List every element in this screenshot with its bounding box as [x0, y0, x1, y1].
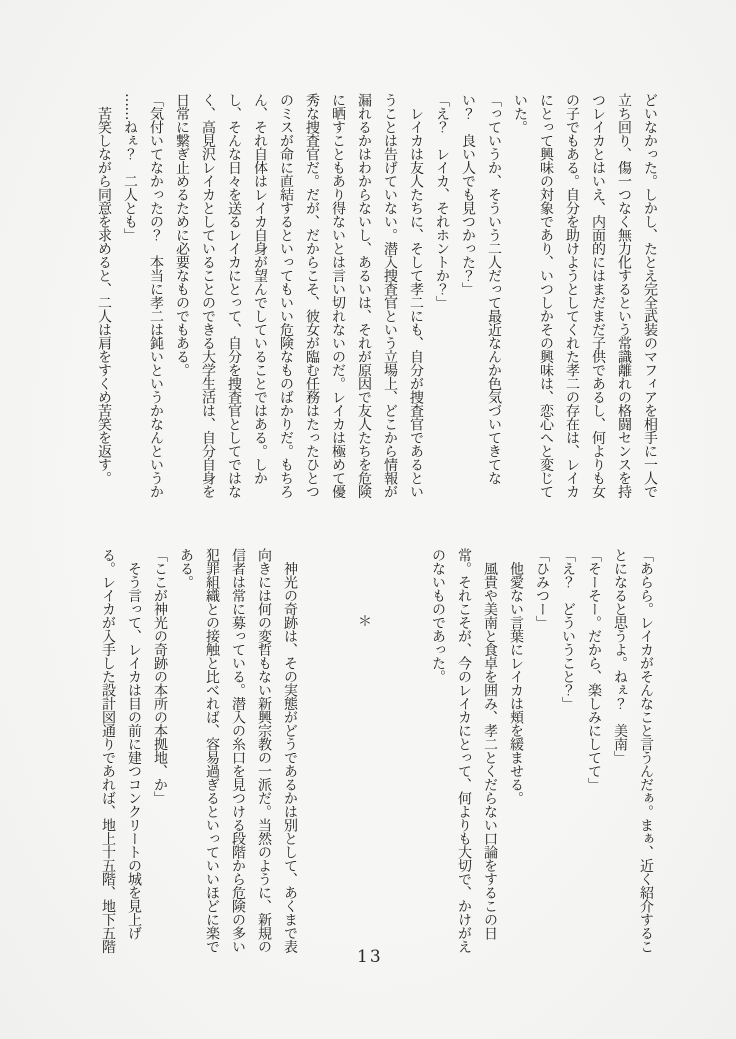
text-line: 常。それこそが、今のレイカにとって、何よりも大切で、かけがえ: [456, 548, 472, 953]
text-line: とになると思うよ。ねぇ？ 美南」: [612, 548, 628, 764]
text-line: ある。: [178, 548, 194, 589]
text-line: つレイカとはいえ、内面的にはまだまだ子供であるし、何よりも女: [590, 93, 606, 498]
text-block-top: [91, 93, 663, 511]
text-line: 神光の奇跡は、その実態がどうであるかは別として、あくまで表: [282, 548, 298, 953]
text-line: レイカは友人たちに、そして孝二にも、自分が捜査官であるとい: [408, 93, 424, 498]
text-line: 「え？ どういうこと？」: [560, 548, 576, 710]
text-line: に晒すこともあり得ないとは言い切れないのだ。レイカは極めて優: [330, 93, 346, 498]
text-line: 信者は常に募っている。潜入の糸口を見つける段階から危険の多い: [230, 548, 246, 953]
text-line: そう言って、レイカは目の前に建つコンクリートの城を見上げ: [126, 548, 142, 940]
text-line: い？ 良い人でも見つかった？」: [460, 93, 476, 296]
text-line: 立ち回り、傷一つなく無力化するという常識離れの格闘センスを持: [616, 93, 632, 498]
section-divider: ＊: [356, 614, 372, 628]
text-line: 「ここが神光の奇跡の本所の本拠地、か」: [152, 548, 168, 805]
text-line: 秀な捜査官だ。だが、だからこそ、彼女が臨む任務はたったひとつ: [304, 93, 320, 498]
text-line: 向きには何の変哲もない新興宗教の一派だ。当然のように、新規の: [256, 548, 272, 953]
text-line: し、そんな日々を送るレイカにとって、自分を捜査官としてではな: [226, 93, 242, 498]
text-line: どいなかった。しかし、たとえ完全武装のマフィアを相手に一人で: [642, 93, 658, 498]
text-line: の子でもある。自分を助けようとしてくれた孝二の存在は、レイカ: [564, 93, 580, 498]
text-line: のないものであった。: [430, 548, 446, 683]
text-line: ……ねぇ？ 二人とも」: [122, 93, 138, 242]
text-line: 「っていうか、そういう二人だって最近なんか色気づいてきてな: [486, 93, 502, 485]
text-line: ん、それ自体はレイカ自身が望んでしていることではある。しか: [252, 93, 268, 485]
text-line: のミスが命に直結するといってもいい危険なものばかりだ。もちろ: [278, 93, 294, 498]
page-number: 13: [357, 947, 383, 967]
text-line: 苦笑しながら同意を求めると、二人は肩をすくめ苦笑を返す。: [96, 93, 112, 485]
text-line: 「そーそー。だから、楽しみにしてて」: [586, 548, 602, 791]
text-line: 「え？ レイカ、それホントか？」: [434, 93, 450, 309]
text-line: 「気付いてなかったの？ 本当に孝二は鈍いというかなんというか: [148, 93, 164, 498]
text-line: 他愛ない言葉にレイカは頬を緩ませる。: [508, 548, 524, 805]
text-line: く、高見沢レイカとしていることのできる大学生活は、自分自身を: [200, 93, 216, 498]
text-line: 「あらら。レイカがそんなこと言うんだぁ。まぁ、近く紹介するこ: [638, 548, 654, 953]
text-line: 犯罪組織との接触と比べれば、容易過ぎるといっていいほどに楽で: [204, 548, 220, 953]
text-line: る。レイカが入手した設計図通りであれば、地上十五階、地下五階: [100, 548, 116, 953]
text-line: うことは告げていない。潜入捜査官という立場上、どこから情報が: [382, 93, 398, 498]
text-line: にとって興味の対象であり、いつしかその興味は、恋心へと変じて: [538, 93, 554, 498]
text-line: いた。: [512, 93, 528, 134]
text-line: 漏れるかはわからないし、あるいは、それが原因で友人たちを危険: [356, 93, 372, 498]
text-line: 日常に繋ぎ止めるために必要なものでもある。: [174, 93, 190, 377]
text-line: 風貴や美南と食卓を囲み、孝二とくだらない口論をするこの日: [482, 548, 498, 940]
text-line: 「ひみつー」: [534, 548, 550, 629]
text-block-bottom: [95, 548, 659, 972]
